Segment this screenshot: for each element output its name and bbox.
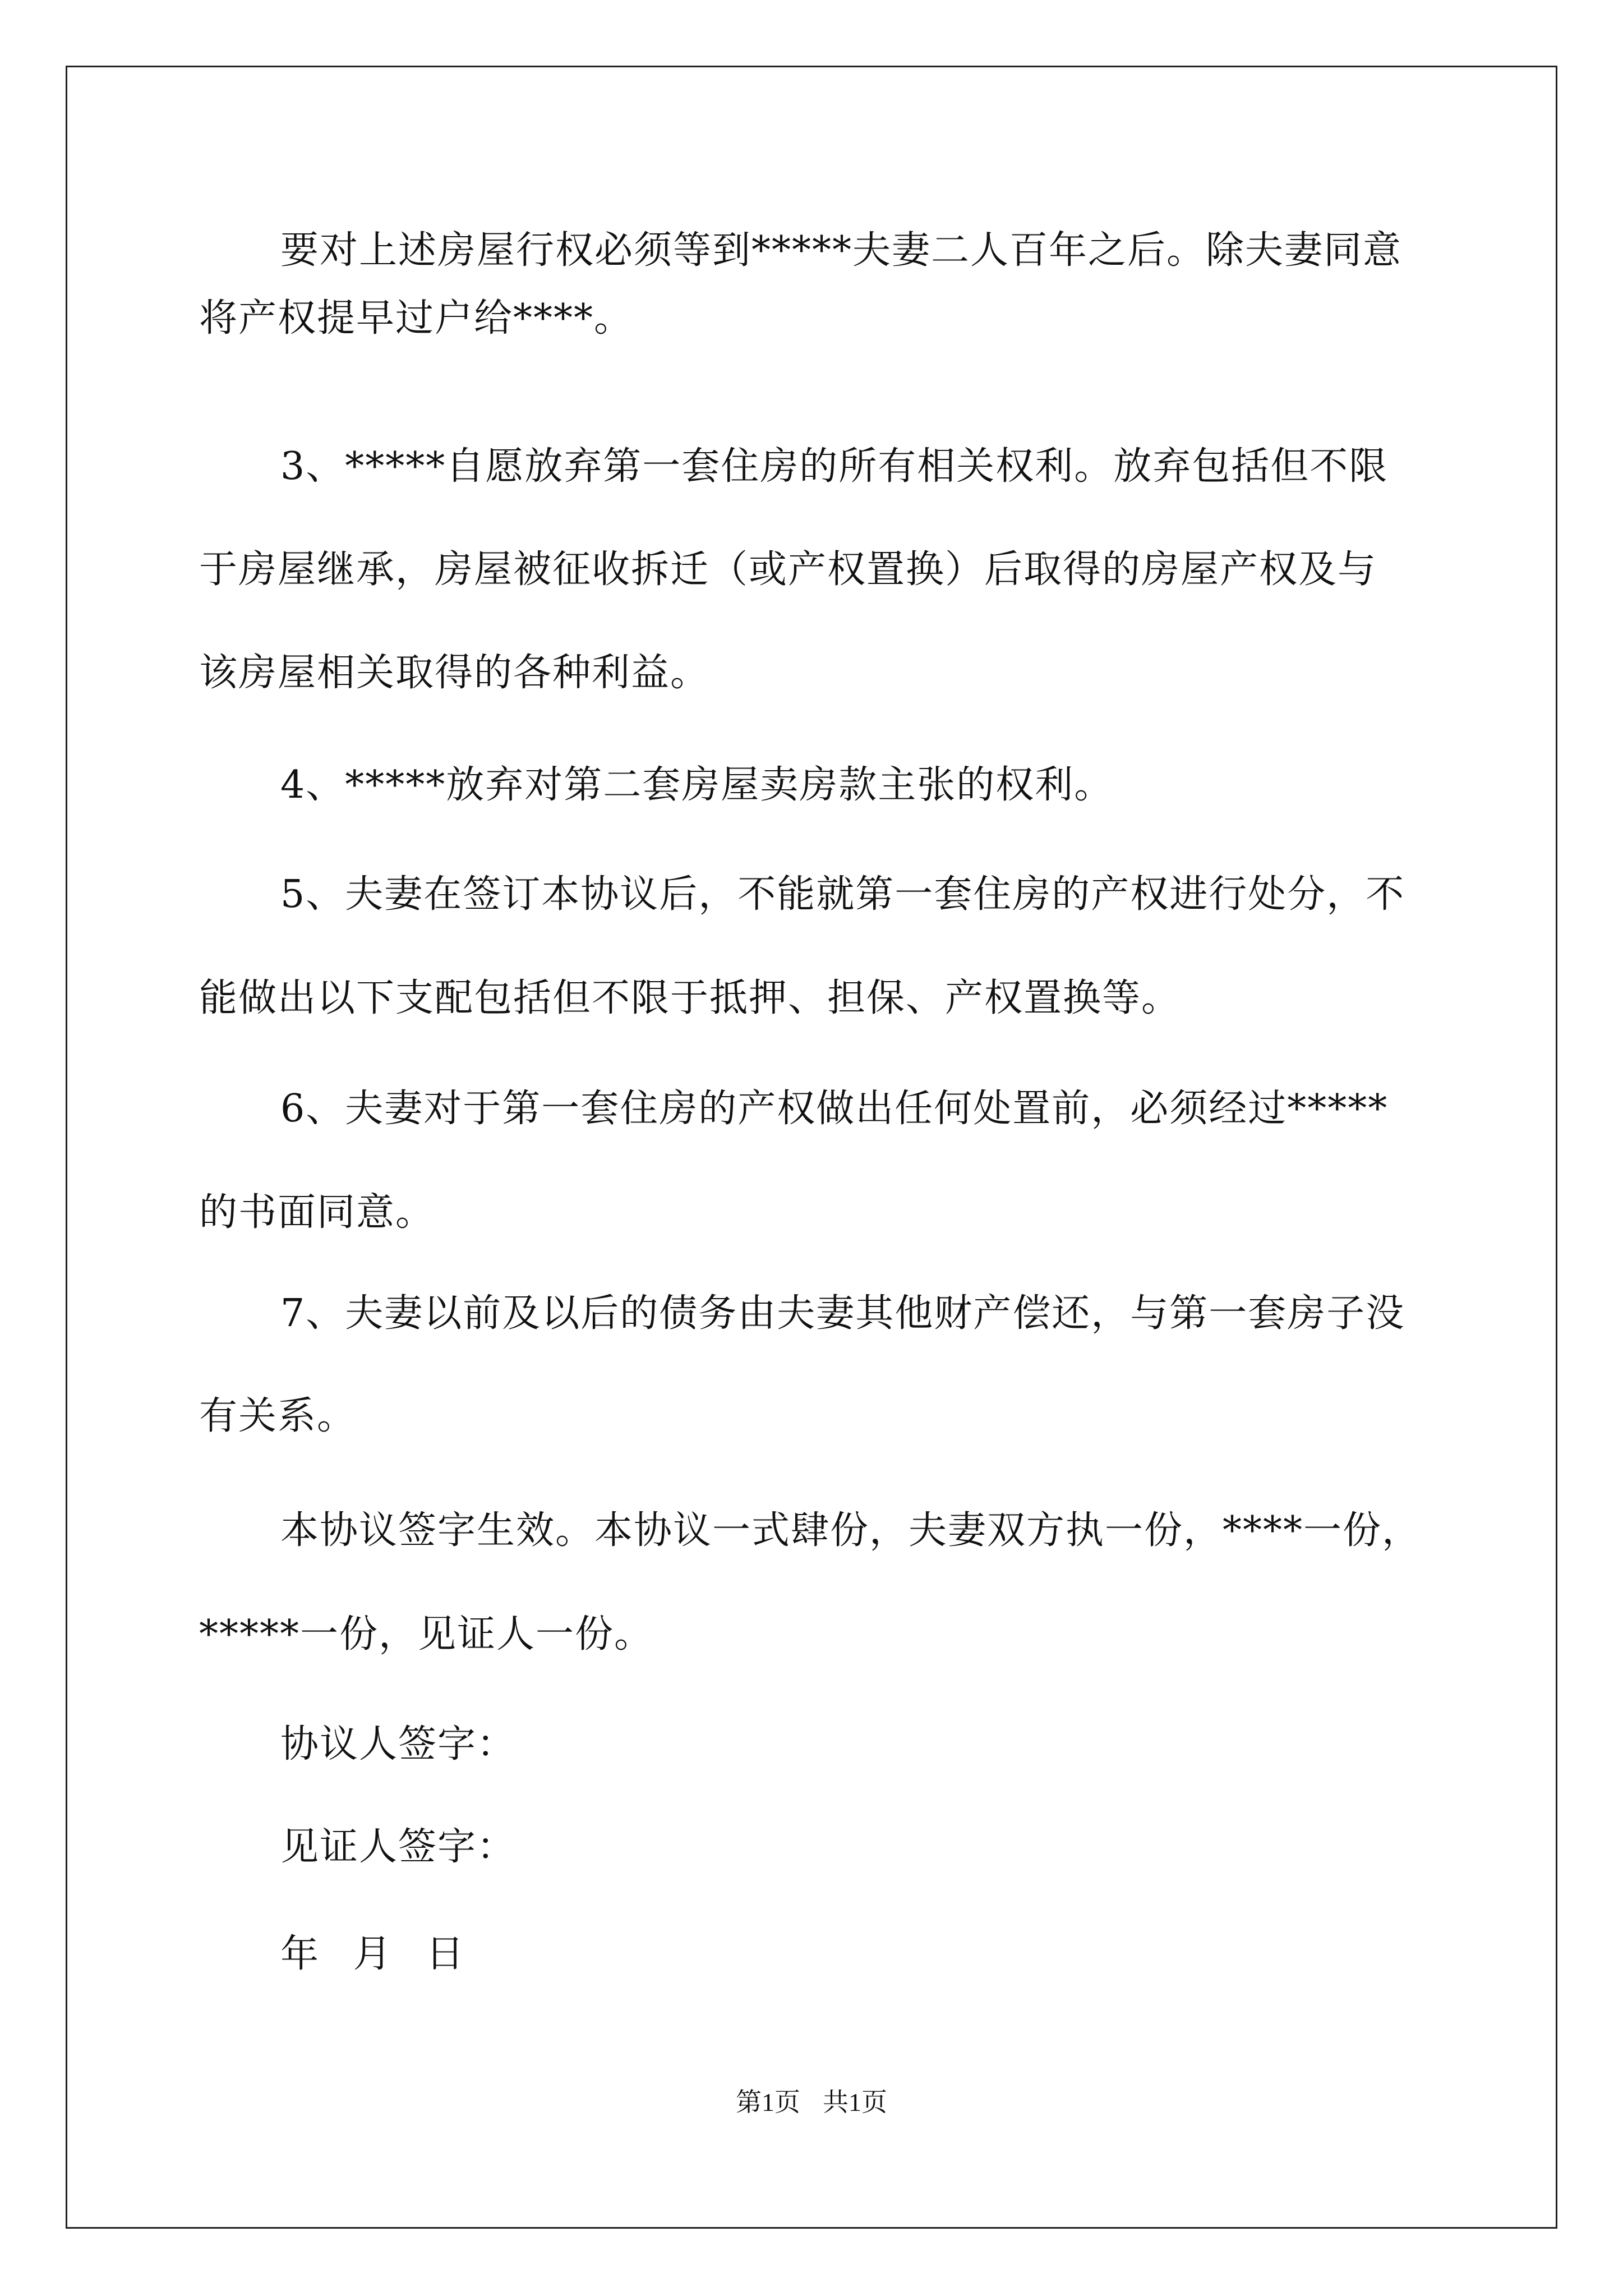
witness-signature-label: 见证人签字： — [280, 1825, 517, 1869]
paragraph-line: 要对上述房屋行权必须等到*****夫妻二人百年之后。除夫妻同意 — [280, 228, 1403, 273]
clause-3-line: 于房屋继承，房屋被征收拆迁（或产权置换）后取得的房屋产权及与 — [199, 547, 1377, 592]
page-number-total: 共1页 — [823, 2088, 887, 2116]
clause-3-line: 该房屋相关取得的各种利益。 — [199, 651, 710, 695]
page-number-current: 第1页 — [736, 2088, 800, 2116]
clause-7-line: 7、夫妻以前及以后的债务由夫妻其他财产偿还，与第一套房子没 — [280, 1291, 1405, 1336]
clause-4-line: 4、*****放弃对第二套房屋卖房款主张的权利。 — [280, 763, 1114, 807]
party-signature-label: 协议人签字： — [280, 1722, 517, 1766]
date-line: 年 月 日 — [280, 1932, 476, 1976]
paragraph-line: 将产权提早过户给****。 — [199, 296, 634, 341]
clause-6-line: 的书面同意。 — [199, 1190, 435, 1235]
clause-7-line: 有关系。 — [199, 1394, 357, 1438]
effect-clause-line: *****一份，见证人一份。 — [199, 1612, 654, 1657]
clause-6-line: 6、夫妻对于第一套住房的产权做出任何处置前，必须经过***** — [280, 1087, 1389, 1131]
clause-5-line: 5、夫妻在签订本协议后，不能就第一套住房的产权进行处分，不 — [280, 872, 1405, 917]
page-border — [66, 66, 1557, 2229]
clause-3-line: 3、*****自愿放弃第一套住房的所有相关权利。放弃包括但不限 — [280, 444, 1389, 489]
clause-5-line: 能做出以下支配包括但不限于抵押、担保、产权置换等。 — [199, 976, 1181, 1020]
page-footer — [0, 2087, 1623, 2118]
effect-clause-line: 本协议签字生效。本协议一式肆份，夫妻双方执一份，****一份， — [280, 1508, 1422, 1553]
